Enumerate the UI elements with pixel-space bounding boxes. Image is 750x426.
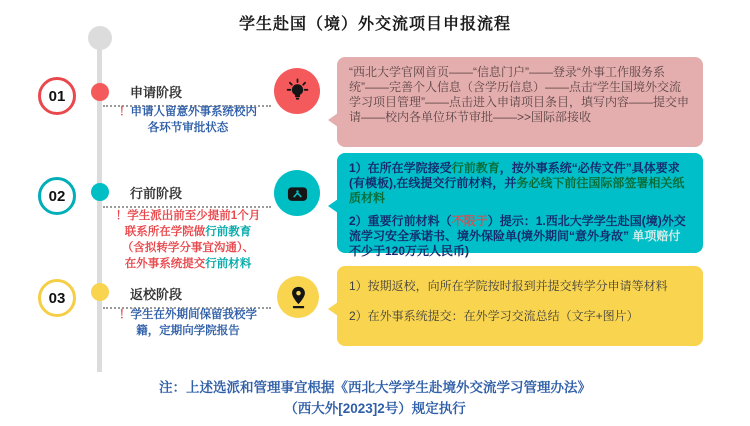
info-text-highlight: 务必线下前往国际部签署相关纸质材料 [349,176,685,205]
stage-warning-return [94,307,282,339]
page-title: 学生赴国（境）外交流项目申报流程 [238,16,511,33]
info-text: 不少于120万元人民币) [349,244,470,258]
bubble-tail [328,113,338,127]
footer-note [0,377,750,419]
warning-mark: ！ [119,106,131,118]
return-icon-circle [277,276,319,318]
apply-icon-circle [274,68,320,114]
info-text: 1）在所在学院接受 [349,161,452,175]
stage-number-text: 02 [48,187,66,205]
location-pin-icon [285,284,312,311]
info-text: ，按外事系统“必传文件”具体要求(有模板),在线提交行前材料，并 [349,161,680,190]
warning-text: 申请人留意外事系统校内 [130,106,257,118]
stage-number-text: 03 [48,289,66,307]
info-text-highlight: 不限于 [451,214,488,228]
info-text: ）提示：1.西北大学学生赴国(境)外交流学习安全承诺书、境外保险单(境外期间“意外身故” [349,214,686,243]
stage-number-text: 01 [48,87,66,105]
stage-number-circle-02 [38,177,76,215]
lightbulb-icon [284,78,311,105]
warning-mark: ！ [119,309,131,321]
predeparture-item-2 [349,214,691,259]
warning-text-highlight: 行前教育 [205,226,252,238]
return-info-bubble [337,266,703,346]
warning-text: 籍，定期向学院报告 [136,325,240,337]
warning-text: 在外事系统提交 [124,258,206,270]
predeparture-info-bubble [337,153,703,258]
warning-text-highlight: 行前材料 [205,258,252,270]
predeparture-icon-circle [274,170,320,216]
info-text-light: 单项赔付 [629,229,681,243]
warning-text: （含拟转学分事宜沟通）、 [121,242,255,254]
stage-label-text: 行前阶段 [129,186,182,201]
stage-label-return [103,284,271,309]
stage-warning-predeparture [94,208,282,272]
warning-text: 各环节审批状态 [147,122,229,134]
return-item-1: 1）按期返校，向所在学院按时报到并提交转学分申请等材料 [349,279,668,293]
stage-warning-apply [94,104,282,136]
warning-text: ！学生派出前至少提前1个月 [115,210,261,222]
stage-label-text: 返校阶段 [129,287,182,302]
apply-info-text: “西北大学官网首页——“信息门户”——登录“外事工作服务系统”——完善个人信息（含学历信息）——点击“学生国境外交流学习项目管理”——点击进入申请项目条目，填写内容——提交申请——校内各单位环节审批——>>国际部接收 [349,65,689,124]
bubble-tail [328,302,338,316]
return-item-2: 2）在外事系统提交：在外学习交流总结（文字+图片） [349,309,639,323]
bubble-tail [328,199,338,213]
footer-note-line-2: （西大外[2023]2号）规定执行 [284,401,466,416]
id-badge-icon [284,180,311,207]
stage-number-circle-01 [38,77,76,115]
apply-info-bubble [337,57,703,147]
stage-number-circle-03 [38,279,76,317]
warning-text: 学生在外期间保留我校学 [130,309,257,321]
footer-note-line-1: 注：上述选派和管理事宜根据《西北大学学生赴境外交流学习管理办法》 [159,380,591,395]
stage-label-text: 申请阶段 [129,85,182,100]
warning-text: 联系所在学院做 [124,226,206,238]
info-text: 2）重要行前材料（ [349,214,452,228]
stage-label-predeparture [103,183,271,208]
info-text-highlight: 行前教育 [451,161,500,175]
predeparture-item-1 [349,161,691,206]
